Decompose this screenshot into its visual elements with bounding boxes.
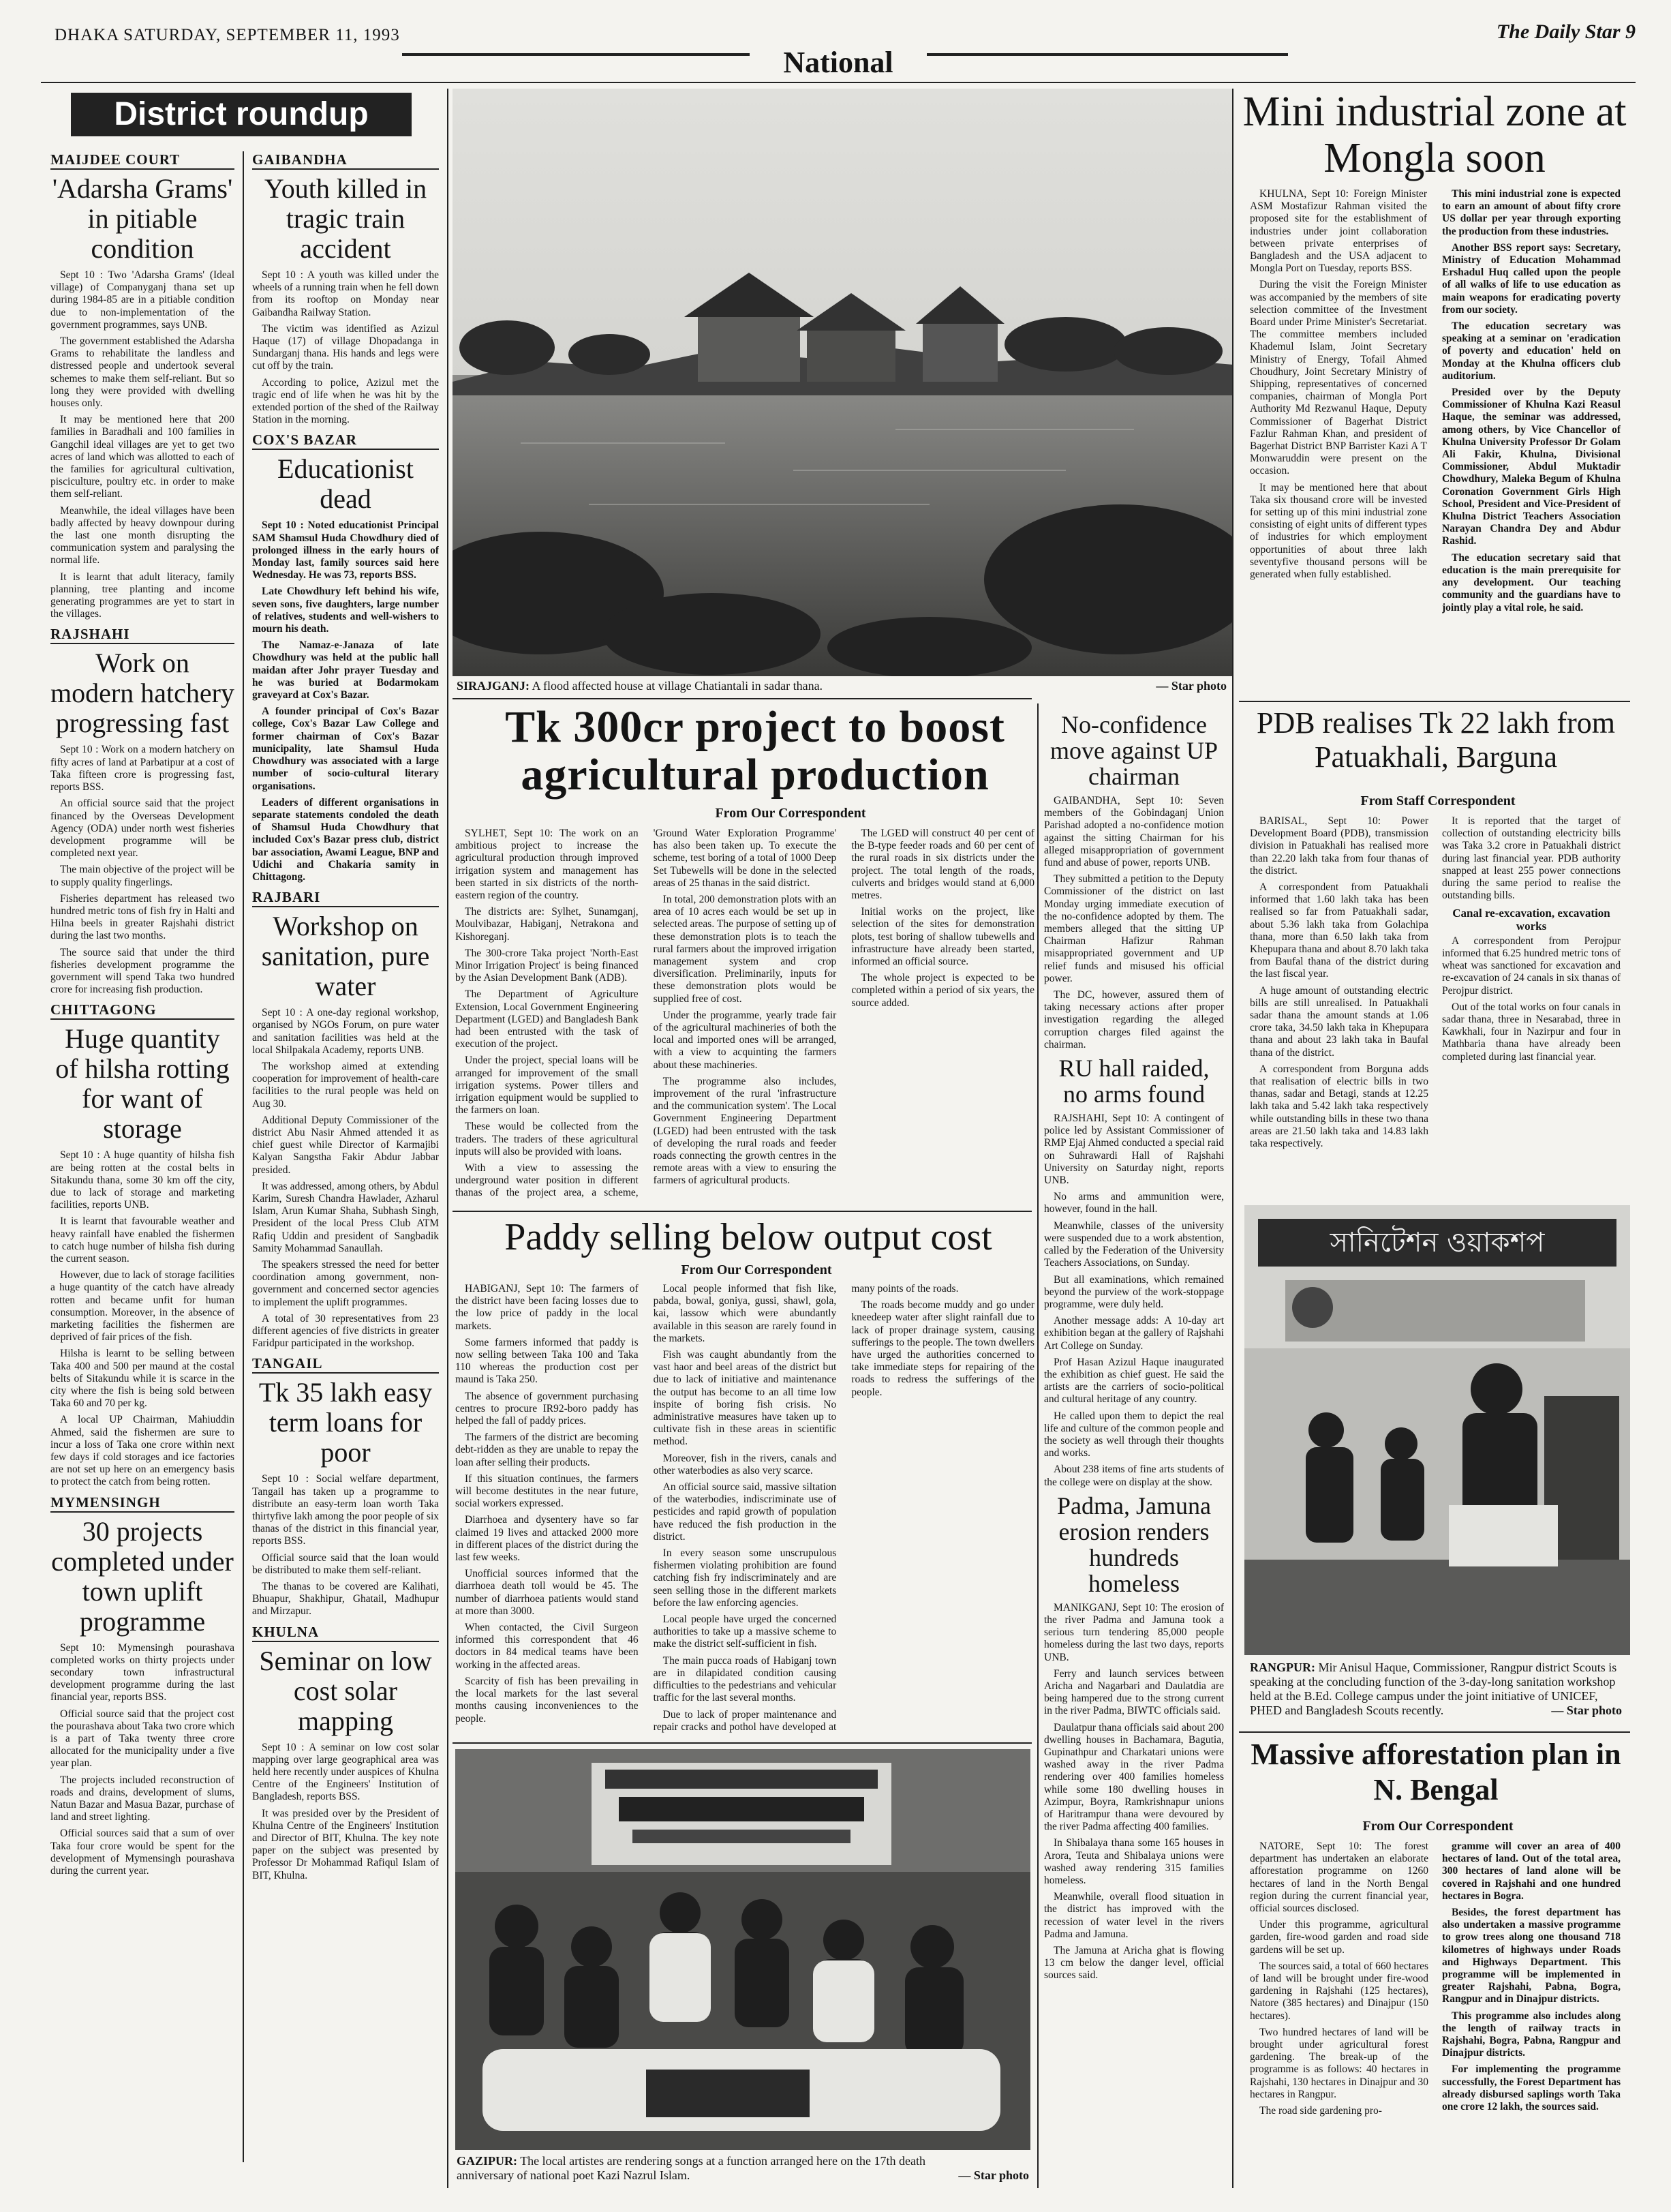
photo-3-caption: [1250, 1661, 1622, 1718]
story-paragraph: A correspondent from Borguna adds that realisation of electric bills in two thanas, sadar and Betagi, stands at 12.25 lakh taka and 5.42 lakh taka respectively while outstanding bills in these two thana areas are 21.50 lakh taka and 14.83 lakh taka respectively.: [1250, 1063, 1428, 1150]
section-rule: [453, 1742, 1032, 1744]
story-paragraph: gramme will cover an area of 400 hectares of land. Out of the total area, 300 hectares of land alone will be covered in Rajshahi and one hundred hectares in Bogra.: [1442, 1840, 1621, 1902]
story-paragraph: HABIGANJ, Sept 10: The farmers of the district have been facing losses due to the low price of paddy in the local markets.: [455, 1283, 639, 1332]
story-paragraph: BARISAL, Sept 10: Power Development Board (PDB), transmission division in Patuakhali has realised more than 22.20 lakh taka from four thanas of the district.: [1250, 815, 1428, 877]
story-headline: No-confidence move against UP chairman: [1050, 711, 1218, 790]
district-roundup-banner: District roundup: [71, 93, 412, 136]
story-paragraph: In Shibalaya thana some 165 houses in Arora, Teuta and Shibalaya unions were washed away rendering 315 families homeless.: [1044, 1837, 1224, 1887]
column-rule: [243, 151, 244, 2162]
story-paragraph: Due to lack of proper maintenance and repair cracks and pothol have developed at many points of the roads.: [653, 1283, 959, 1733]
story-paragraph: The farmers of the district are becoming debt-ridden as they are unable to repay the loan after selling their products.: [455, 1431, 639, 1468]
story-paragraph: No arms and ammunition were, however, found in the hall.: [1044, 1191, 1224, 1215]
story-paragraph: Under this programme, agricultural garden, fire-wood garden and road side gardens will be set up.: [1250, 1919, 1428, 1956]
story-paragraph: The Department of Agriculture Extension, Local Government Engineering Department (LGED) and Bangladesh Bank had been entrusted with the task of execution of the project.: [455, 988, 639, 1050]
story-paragraph: The source said that under the third fisheries development programme the government will spend Taka two hundred crore for increasing fish production.: [50, 946, 234, 996]
column-rule: [1232, 89, 1233, 2188]
story-paragraph: During the visit the Foreign Minister was accompanied by the members of site selection committee of the Investment Board under Prime Minister's Secretariat. The committee members included Khademul Islam, Joint Secretary Ministry of Energy, Tofail Ahmed Choudhury, Joint Secretary Ministry of Shipping, representatives of concerned companies, chairman of Mongla Port Authority Md Rezwanul Haque, Deputy Commissioner of Bagerhat District Fazlur Rahman Khan, and president of Bagerhat District BNP Barrister Kazi A T Monwaruddin were present on the occasion.: [1250, 279, 1427, 477]
story-paragraph: An official source said that the project financed by the Overseas Development Agency (ODA) under north west fisheries development programme will be completed next year.: [50, 798, 234, 860]
story-paragraph: Another message adds: A 10-day art exhibition began at the gallery of Rajshahi Art College on Sunday.: [1044, 1315, 1224, 1352]
story-paragraph: Sept 10 : A huge quantity of hilsha fish are being rotten at the costal belts in Sitakundu thana, some 30 km off the city, due to lack of storage and marketing facilities, reports UNB.: [50, 1149, 234, 1211]
story-paragraph: Official source said that the loan would be distributed to make them self-reliant.: [252, 1551, 439, 1576]
story-paragraph: If this situation continues, the farmers will become destitutes in the near future, social workers expressed.: [455, 1472, 639, 1510]
story-headline: Educationist dead: [277, 453, 414, 515]
sanitation-workshop-photo: [1244, 1205, 1630, 1655]
story-paragraph: Leaders of different organisations in separate statements condoled the death of Shamsul Huda Chowdhury that included Cox's Bazar press club, district bar association, Awami League, BNP and Udichi and Chakaria samity in Chittagong.: [252, 796, 439, 883]
afforestation-col-b: [1442, 1840, 1621, 2188]
column-1: [50, 151, 234, 2162]
story-paragraph: Sept 10 : Work on a modern hatchery on fifty acres of land at Parbatipur at a cost of Taka fifteen crore is progressing fast, reports BSS.: [50, 744, 234, 793]
story-headline: Seminar on low cost solar mapping: [259, 1645, 432, 1736]
story-paragraph: Moreover, fish in the rivers, canals and other waterbodies as also very scarce.: [653, 1452, 837, 1476]
story-paragraph: Two hundred hectares of land will be brought under agricultural forest gardening. The break-up of the programme is as follows: 40 hectares in Rajshahi, 130 hectares in Dinajpur and 30 hectares in Rangpur.: [1250, 2026, 1428, 2100]
story-paragraph: A local UP Chairman, Mahiuddin Ahmed, said the fishermen are sure to incur a loss of Taka one crore within next few days if cold storages and ice factories are not set up here on an emergency basis to protect the catch from being rotten.: [50, 1414, 234, 1488]
story-paragraph: The Jamuna at Aricha ghat is flowing 13 cm below the danger level, official sources said.: [1044, 1945, 1224, 1982]
section-rule: [453, 698, 1032, 699]
story-paragraph: Meanwhile, classes of the university were suspended due to a work abstention, called by the Federation of the University Teachers Associations, on Sunday.: [1044, 1219, 1224, 1269]
photo-credit: — Star photo: [958, 2168, 1029, 2182]
story-paragraph: Under the project, special loans will be arranged for improvement of the small irrigation systems. Power tillers and irrigation equipment would be supplied to the farmers on loan.: [455, 1055, 639, 1117]
section-rule-left: [402, 53, 756, 56]
story-paragraph: It may be mentioned here that about Taka six thousand crore will be invested for setting up of this mini industrial zone consisting of eight units of different types of industries for which employment opportunities of about three lakh seventyfive thousand persons will be generated when fully established.: [1250, 481, 1427, 581]
story-paragraph: Diarrhoea and dysentery have so far claimed 19 lives and attacked 2000 more in different places of the district during the last few weeks.: [455, 1514, 639, 1564]
story-paragraph: According to police, Azizul met the tragic end of life when he was hit by the extended portion of the shed of the Railway Station in the morning.: [252, 376, 439, 426]
masthead-page-number: The Daily Star 9: [1496, 20, 1636, 43]
story-headline: Youth killed in tragic train accident: [264, 173, 427, 264]
section-rule: [1239, 701, 1630, 702]
story-dateline: CHITTAGONG: [50, 1001, 234, 1020]
afforestation-byline: From Our Correspondent: [1362, 1819, 1514, 1834]
caption-place: RANGPUR:: [1250, 1661, 1315, 1674]
story-paragraph: When contacted, the Civil Surgeon informed this correspondent that 46 doctors in 84 medical teams have been working in the affected areas.: [455, 1622, 639, 1671]
caption-text: Mir Anisul Haque, Commissioner, Rangpur district Scouts is speaking at the concluding function of the 3-day-long sanitation workshop held at the B.Ed. College campus under the joint initiative of UNICEF, PHED and Bangladesh Scouts recently.: [1250, 1661, 1617, 1717]
story-paragraph: Presided over by the Deputy Commissioner of Khulna Kazi Reasul Haque, the seminar was addressed, among others, by Vice Chancellor of Khulna University Professor Dr Golam Ali Fakir, Khulna, Divisional Commissioner, Abdul Muktadir Chowdhury, Maleka Begum of Khulna Coronation Government Girls High School, President and Vice-President of Khulna District Teachers Association Narayan Chandra Dey and Abdur Rashid.: [1442, 387, 1621, 547]
story-headline: Workshop on sanitation, pure water: [261, 911, 430, 1002]
story-paragraph: But all examinations, which remained beyond the purview of the work-stoppage programme, were duly held.: [1044, 1273, 1224, 1310]
story-paragraph: Hilsha is learnt to be selling between Taka 400 and 500 per maund at the costal belts of Sitakundu while it is scarce in the city where the fish is being sold between Taka 60 and 70 per kg.: [50, 1348, 234, 1410]
story-paragraph: RAJSHAHI, Sept 10: A contingent of police led by Assistant Commissioner of RMP Ejaj Ahmed conducted a special raid on Suhrawardi Hall of Rajshahi University on Saturday night, reports UNB.: [1044, 1112, 1224, 1187]
story-paragraph: For implementing the programme successfully, the Forest Department has already disbursed saplings worth Taka one crore 12 lakh, the sources said.: [1442, 2063, 1621, 2113]
story-paragraph: A founder principal of Cox's Bazar college, Cox's Bazar Law College and former chairman of Cox's Bazar municipality, late Shamsul Huda Chowdhury was associated with a large number of socio-cultural literary organisations.: [252, 706, 439, 792]
pdb-byline: From Staff Correspondent: [1360, 793, 1516, 808]
story-dateline: RAJSHAHI: [50, 626, 234, 644]
agri-headline: Tk 300cr project to boost agricultural production: [505, 702, 1005, 800]
story-paragraph: The absence of government purchasing centres to procure IR92-boro paddy has helped the fall of paddy prices.: [455, 1390, 639, 1427]
story-paragraph: However, due to lack of storage facilities a huge quantity of the catch have already rotten and became unfit for human consumption. Moreover, in the absence of marketing facilities the fishermen are deprived of fair prices of the fish.: [50, 1269, 234, 1344]
story-paragraph: A total of 30 representatives from 23 different agencies of five districts in greater Faridpur participated in the workshop.: [252, 1312, 439, 1350]
story-paragraph: Late Chowdhury left behind his wife, seven sons, five daughters, large number of relatives, students and well-wishers to mourn his death.: [252, 586, 439, 635]
nazrul-function-photo: [455, 1749, 1030, 2150]
story-headline: 'Adarsha Grams' in pitiable condition: [52, 173, 233, 264]
story-paragraph: Meanwhile, the ideal villages have been badly affected by heavy downpour during the last one month disrupting the communication system and paralysing the normal life.: [50, 504, 234, 566]
story-headline: Tk 35 lakh easy term loans for poor: [258, 1377, 433, 1468]
story-paragraph: GAIBANDHA, Sept 10: Seven members of the Gobindaganj Union Parishad adopted a no-confidence motion against the sitting Chairman for his alleged misappropriation of government fund and abuse of power, reports UNB.: [1044, 795, 1224, 869]
story-paragraph: The road side gardening pro-: [1259, 2105, 1382, 2117]
story-dateline: RAJBARI: [252, 889, 439, 907]
story-paragraph: An official source said, massive siltation of the waterbodies, indiscriminate use of pesticides and rapid growth of population have reduced the fish production in the district.: [653, 1481, 837, 1543]
photo-credit: — Star photo: [1156, 679, 1227, 693]
story-paragraph: This programme also includes along the length of railway tracts in Rajshahi, Bogra, Pabna, Rangpur and Dinajpur districts.: [1442, 2010, 1621, 2059]
story-paragraph: They submitted a petition to the Deputy Commissioner of the district on last Monday urging immediate execution of the no-confidence adopted by them. The members alleged that the sitting UP Chairman Hafizur Rahman misappropriated government and UP relief funds and misused his official power.: [1044, 873, 1224, 984]
story-paragraph: Meanwhile, overall flood situation in the district has improved with the recession of water level in the rivers Padma and Jamuna.: [1044, 1891, 1224, 1940]
afforestation-col-a: [1250, 1840, 1428, 2188]
story-paragraph: Sept 10: Mymensingh pourashava completed works on thirty projects under secondary town infrastructural development programme during the last financial year, reports BSS.: [50, 1641, 234, 1703]
story-paragraph: A correspondent from Perojpur informed that 6.25 hundred metric tons of wheat was sanctioned for excavation and re-excavation of 24 canals in six thanas of Perojpur district.: [1442, 935, 1621, 997]
afforestation-headline: Massive afforestation plan in N. Bengal: [1251, 1738, 1621, 1806]
story-dateline: COX'S BAZAR: [252, 431, 439, 450]
story-paragraph: MANIKGANJ, Sept 10: The erosion of the river Padma and Jamuna took a serious turn tendering 85,000 people homeless during the last two days, reports UNB.: [1044, 1601, 1224, 1663]
story-paragraph: It is reported that the target of collection of outstanding electricity bills was Taka 3.2 crore in Patuakhali district during last financial year. PDB authority snapped at least 255 power connections during the same period to realise the outstanding bills.: [1442, 815, 1621, 902]
story-paragraph: Daulatpur thana officials said about 200 dwelling houses in Bachamara, Bagutia, Gupinathpur and Charkatari unions were washed away in the river Padma rendering over 400 families homeless while some 180 dwelling houses in Azimpur, Boyra, Ramkrishnapur unions of Haritrampur thana were devoured by the river Padma affecting 400 families.: [1044, 1721, 1224, 1833]
story-paragraph: The government established the Adarsha Grams to rehabilitate the landless and distressed people and undertook several schemes to make them self-reliant. But so long they were provided with dwelling houses only.: [50, 335, 234, 410]
story-paragraph: Sept 10 : Two 'Adarsha Grams' (Ideal village) of Companyganj thana set up during 1984-85 are in a pitiable condition due to non-implementation of the government programmes, says UNB.: [50, 269, 234, 331]
story-paragraph: Sept 10 : A seminar on low cost solar mapping over large geographical area was held here recently under auspices of Khulna Centre of the Engineers' Institution of Bangladesh, reports BSS.: [252, 1741, 439, 1803]
story-paragraph: Besides, the forest department has also undertaken a massive programme to grow trees along one thousand 718 kilometres of highways under Roads and Highways Department. This programme will be implemented in greater Rajshahi, Pabna, Bogra, Rangpur and in Dinajpur districts.: [1442, 1907, 1621, 2005]
story-paragraph: The thanas to be covered are Kalihati, Bhuapur, Shakhipur, Ghatail, Madhupur and Mirzapur.: [252, 1581, 439, 1618]
story-paragraph: The education secretary was speaking at a seminar on 'eradication of poverty and education' held on Monday at the Khulna officers club auditorium.: [1442, 320, 1621, 382]
story-paragraph: Another BSS report says: Secretary, Ministry of Education Mohammad Ershadul Huq called upon the people of all walks of life to use education as main weapons for eradicating poverty from our society.: [1442, 241, 1621, 316]
story-paragraph: Official sources said that a sum of over Taka four crore would be spent for the development of Mymensingh pourashava during the current year.: [50, 1828, 234, 1877]
caption-place: SIRAJGANJ:: [457, 679, 530, 693]
paddy-headline: Paddy selling below output cost: [504, 1216, 992, 1258]
caption-text: A flood affected house at village Chatiantali in sadar thana.: [532, 679, 823, 693]
mongla-col-b: [1442, 188, 1621, 693]
story-paragraph: SYLHET, Sept 10: The work on an ambitious project to increase the agricultural production through improved irrigation system and management has been started in six districts of the north-eastern region of the country.: [455, 828, 639, 902]
story-paragraph: Unofficial sources informed that the diarrhoea death toll would be 45. The number of diarrhoea patients would stand at more than 3000.: [455, 1568, 639, 1617]
story-dateline: MAIJDEE COURT: [50, 151, 234, 170]
story-paragraph: Some farmers informed that paddy is now selling between Taka 100 and Taka 110 whereas the production cost per maund is Taka 250.: [455, 1336, 639, 1386]
story-paragraph: The LGED will construct 40 per cent of the B-type feeder roads and 60 per cent of the rural roads in six districts under the project. The total length of the roads, culverts and bridges would stand at 6,000 metres.: [851, 828, 1034, 902]
paddy-story-body: [455, 1283, 1034, 1738]
story-paragraph: In total, 200 demonstration plots with an area of 10 acres each would be set up in selected areas. The purpose of setting up of these demonstration plots is to teach the rural farmers about the improved irrigation management system and crop diversification. Preliminarily, inputs for these demonstration plots would be supplied free of cost.: [653, 894, 837, 1005]
story-paragraph: With a view to assessing the underground water position in different thanas of the project area, a scheme, 'Ground Water Exploration Programme' has also been taken up. To execute the scheme, test boring of a total of 1000 Deep Set Tubewells will be done in the selected areas of 25 thanas in the said district.: [455, 828, 837, 1199]
story-paragraph: Sept 10 : Noted educationist Principal SAM Shamsul Huda Chowdhury died of prolonged illness in the early hours of Monday last, family sources said here Wednesday. He was 73, reports BSS.: [252, 519, 439, 581]
story-paragraph: Ferry and launch services between Aricha and Nagarbari and Daulatdia are being hampered due to the strong current in the river Padma, BIWTC officials said.: [1044, 1667, 1224, 1717]
pdb-col-b: [1442, 815, 1621, 1200]
column-rule: [1037, 703, 1039, 2188]
story-paragraph: The whole project is expected to be completed within a period of six years, the source added.: [851, 972, 1034, 1009]
column-5: [1044, 709, 1224, 2188]
story-paragraph: The projects included reconstruction of roads and drains, development of slums, Natun Bazar and Masua Bazar, purchase of land and street lighting.: [50, 1774, 234, 1823]
mongla-headline: Mini industrial zone at Mongla soon: [1242, 89, 1627, 181]
agri-byline: From Our Correspondent: [715, 806, 866, 821]
story-paragraph: The speakers stressed the need for better coordination among government, non-government and concerned sector agencies to implement the uplift programmes.: [252, 1258, 439, 1308]
story-paragraph: Local people informed that fish like, pabda, bowal, goniya, gussi, shawl, gola, kai, lassow which were abundantly available in this season are rarely found in the markets.: [653, 1283, 837, 1344]
story-paragraph: Fisheries department has released two hundred metric tons of fish fry in Halti and Hilna beels in greater Rajshahi district during the last two months.: [50, 892, 234, 942]
story-paragraph: The districts are: Sylhet, Sunamganj, Moulvibazar, Habiganj, Netrakona and Kishoreganj.: [455, 906, 639, 943]
column-2: [252, 151, 439, 2162]
story-paragraph: The sources said, a total of 660 hectares of land will be brought under fire-wood gardening in Rajshahi (125 hectares), Natore (385 hectares) and Dinajpur (150 hectares).: [1250, 1960, 1428, 2022]
story-dateline: MYMENSINGH: [50, 1494, 234, 1513]
story-paragraph: The DC, however, assured them of taking necessary actions after proper investigation regarding the alleged corruption charges filed against the chairman.: [1044, 989, 1224, 1050]
story-headline: RU hall raided, no arms found: [1058, 1055, 1210, 1108]
story-dateline: TANGAIL: [252, 1355, 439, 1374]
paddy-byline: From Our Correspondent: [681, 1262, 832, 1277]
story-dateline: KHULNA: [252, 1624, 439, 1642]
story-paragraph: Under the programme, yearly trade fair of the agricultural machineries of both the local and imported ones will be arranged, with a view to acquinting the farmers about these machineries.: [653, 1009, 837, 1071]
photo-credit: — Star photo: [1551, 1703, 1622, 1717]
photo-2-caption: [457, 2154, 934, 2183]
story-paragraph: The main objective of the project will be to supply quality fingerlings.: [50, 864, 234, 888]
story-paragraph: This mini industrial zone is expected to earn an amount of about fifty crore US dollar per year through exporting the production from these industries.: [1442, 188, 1621, 237]
story-paragraph: The 300-crore Taka project 'North-East Minor Irrigation Project' is being financed by the Asian Development Bank (ADB).: [455, 947, 639, 984]
story-headline: Padma, Jamuna erosion renders hundreds homeless: [1057, 1491, 1211, 1597]
story-paragraph: The roads become muddy and go under kneedeep water after slight rainfall due to lack of proper drainage system, causing sufferings to the people. The town dwellers have urged the authorities concerned to take immediate steps for repairing of the roads to redress the sufferings of the people.: [851, 1299, 1034, 1398]
story-paragraph: Local people have urged the concerned authorities to take up a massive scheme to make the district self-sufficient in fish.: [653, 1613, 837, 1650]
story-paragraph: It was presided over by the President of Khulna Centre of the Engineers' Institution and Director of BIT, Khulna. The key note paper on the subject was presented by Professor Dr Mohammad Rafiqul Islam of BIT, Khulna.: [252, 1807, 439, 1881]
story-headline: Work on modern hatchery progressing fast: [50, 648, 234, 739]
story-paragraph: Scarcity of fish has been prevailing in the local markets for the last several months causing inconveniences to the people.: [455, 1675, 639, 1725]
story-paragraph: In every season some unscrupulous fishermen violating prohibition are found catching fish fry indiscriminately and are seen selling those in the different markets before the law enforcing agencies.: [653, 1547, 837, 1609]
section-rule: [453, 1211, 1032, 1212]
folio-date: DHAKA SATURDAY, SEPTEMBER 11, 1993: [55, 26, 400, 44]
story-paragraph: It was addressed, among others, by Abdul Karim, Suresh Chandra Hawlader, Azharul Islam, Arun Kumar Shaha, Subhash Singh, President of the local Press Club ATM Rafiq Uddin and president of Sangbadik Samity Mohammad Sanaullah.: [252, 1180, 439, 1254]
story-paragraph: About 238 items of fine arts students of the college were on display at the show.: [1044, 1464, 1224, 1488]
banner-text: সানিটেশন ওয়াকশপ: [1330, 1227, 1545, 1258]
story-paragraph: These would be collected from the traders. The traders of these agricultural inputs will also be provided with loans.: [455, 1121, 639, 1157]
story-paragraph: KHULNA, Sept 10: Foreign Minister ASM Mostafizur Rahman visited the proposed site for the establishment of industries under joint collaboration between private enterprises of Bangladesh and the USA adjacent to Mongla Port on Tuesday, reports BSS.: [1250, 188, 1427, 275]
story-headline: 30 projects completed under town uplift programme: [51, 1515, 234, 1637]
folio-rule: [41, 82, 1636, 83]
story-paragraph: Prof Hasan Azizul Haque inaugurated the exhibition as chief guest. He said the artists are the carriers of socio-political and cultural heritage of any country.: [1044, 1356, 1224, 1406]
story-dateline: GAIBANDHA: [252, 151, 439, 170]
flood-house-photo: [453, 89, 1233, 676]
story-paragraph: It may be mentioned here that 200 families in Baradhali and 100 families in Gangchil ideal villages are yet to get two acres of land which was allotted to each of the families for agricultural cultivation, pisciculture, poultry etc. in order to make them self-reliant.: [50, 414, 234, 500]
story-paragraph: Additional Deputy Commissioner of the district Abu Nasir Ahmed attended it as chief guest while Director of Karmajibi Kalyan Sangstha Fakir Abdur Jabbar presided.: [252, 1114, 439, 1176]
pdb-headline: PDB realises Tk 22 lakh from Patuakhali, Barguna: [1257, 706, 1615, 774]
story-headline: Huge quantity of hilsha rotting for want of storage: [55, 1023, 230, 1145]
column-rule: [447, 89, 448, 2188]
caption-place: GAZIPUR:: [457, 2154, 517, 2168]
story-paragraph: The Namaz-e-Janaza of late Chowdhury was held at the public hall maidan after Johr prayer Tuesday and he was buried at Bodarmokam graveyard at Cox's Bazar.: [252, 639, 439, 701]
section-rule-right: [927, 53, 1288, 56]
story-paragraph: Official source said that the project cost the pourashava about Taka two crore which is a part of Taka twenty three crore allocated for the municipality under a five year plan.: [50, 1708, 234, 1770]
section-label: National: [750, 45, 927, 80]
story-paragraph: The programme also includes, improvement of the rural 'infrastructure and the communication system'. The Local Government Engineering Department (LGED) had been entrusted with the task of developing the rural roads and feeder roads connecting the growth centres in the remote areas with a view to ensuring the farmers of agricultural products.: [653, 1075, 837, 1187]
story-paragraph: It is learnt that adult literacy, family planning, tree planting and income generating programmes are yet to start in the villages.: [50, 571, 234, 620]
story-paragraph: It is learnt that favourable weather and heavy rainfall have enabled the fishermen to catch huge number of hilsha fish during the current season.: [50, 1215, 234, 1264]
story-paragraph: The education secretary said that education is the main prerequisite for any development. Our teaching community and the guardians have to jointly play a vital role, he said.: [1442, 551, 1621, 613]
agri-story-body: [455, 828, 1034, 1202]
story-paragraph: Sept 10 : Social welfare department, Tangail has taken up a programme to distribute an easy-term loan worth Taka thirtyfive lakh among the poor people of six thanas of the district in this financial year, reports BSS.: [252, 1473, 439, 1547]
story-paragraph: The workshop aimed at extending cooperation for improvement of health-care facilities to the rural people was held on Aug 30.: [252, 1060, 439, 1110]
story-paragraph: The main pucca roads of Habiganj town are in dilapidated condition causing difficulties to the pedestrians and vehicular traffic for the last several months.: [653, 1654, 837, 1704]
story-paragraph: Sept 10 : A youth was killed under the wheels of a running train when he fell down from its rooftop on Monday near Gaibandha Railway Station.: [252, 269, 439, 318]
pdb-col-a: [1250, 815, 1428, 1200]
photo-1-caption: [457, 679, 1159, 693]
story-paragraph: The victim was identified as Azizul Haque (17) of village Dhopadanga in Sundarganj thana. His hands and legs were cut off by the train.: [252, 322, 439, 372]
mongla-col-a: [1250, 188, 1427, 693]
caption-text: The local artistes are rendering songs at a function arranged here on the 17th death anniversary of national poet Kazi Nazrul Islam.: [457, 2154, 925, 2182]
story-paragraph: Initial works on the project, like selection of the sites for demonstration plots, test boring of shallow tubewells and infrastructure have already been started, informed an official source.: [851, 906, 1034, 968]
story-paragraph: He called upon them to depict the real life and culture of the common people and the society as well through their thoughts and works.: [1044, 1410, 1224, 1459]
story-paragraph: Out of the total works on four canals in sadar thana, three in Nesarabad, three in Kawkhali, four in Nazirpur and four in Mathbaria thana have already been completed during last financial year.: [1442, 1001, 1621, 1063]
story-paragraph: Sept 10 : A one-day regional workshop, organised by NGOs Forum, on pure water and sanitation facilities was held at the local Shilpakala Academy, reports UNB.: [252, 1007, 439, 1056]
story-paragraph: NATORE, Sept 10: The forest department has undertaken an elaborate afforestation programme on 1260 hectares of land in the North Bengal region during the current financial year, official sources disclosed.: [1250, 1840, 1428, 1915]
section-rule: [1239, 1731, 1630, 1733]
story-paragraph: A correspondent from Patuakhali informed that 1.60 lakh taka has been realised so far from Patuakhali sadar, about 5.36 lakh taka from Golachipa thana, more than 6.50 lakh taka from Khepupara thana and about 8.70 lakh taka from Baufal thana of the district during the last fiscal year.: [1250, 881, 1428, 980]
story-paragraph: Fish was caught abundantly from the vast haor and beel areas of the district but due to lack of initiative and maintenance the output has become to an all time low inspite of boring fish crisis. No administrative measures have taken up to cultivate fish in these areas in scientific method.: [653, 1349, 837, 1448]
story-paragraph: A huge amount of outstanding electric bills are still unrealised. In Patuakhali sadar thana the amount stands at 1.06 crore taka, 34.50 lakh taka in Khepupara thana and about 23 lakh taka in Baufal thana of the district.: [1250, 984, 1428, 1059]
story-subheadline: Canal re-excavation, excavation works: [1452, 907, 1610, 933]
